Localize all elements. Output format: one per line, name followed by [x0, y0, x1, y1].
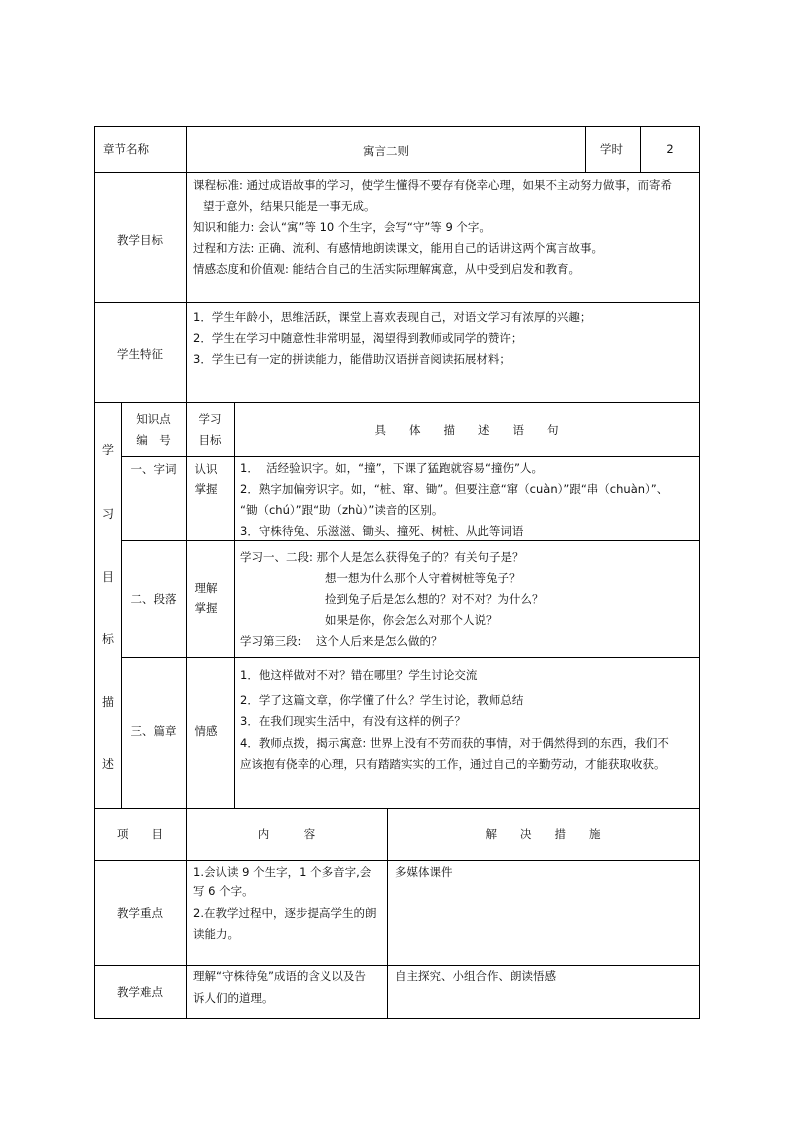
goals-line: 望于意外，结果只能是一事无成。: [203, 199, 376, 213]
description-line: 学习第三段: 这个人后来是怎么做的？: [240, 634, 443, 648]
description-line: 3．在我们现实生活中，有没有这样的例子？: [240, 714, 466, 728]
learning-goal: 理解: [194, 581, 218, 595]
chapter-label: 章节名称: [103, 142, 149, 156]
students-line: 3．学生已有一定的拼读能力，能借助汉语拼音阅读拓展材料；: [193, 352, 511, 366]
knowledge-point: 一、字词: [130, 462, 177, 476]
description-line: 2．学了这篇文章，你学懂了什么？学生讨论，教师总结: [240, 693, 524, 707]
description-line: 应该抱有侥幸的心理，只有踏踏实实的工作，通过自己的辛勤劳动，才能获取收获。: [240, 757, 666, 771]
key-points-label: 教学重点: [117, 906, 163, 920]
item-header: 项 目: [117, 827, 163, 841]
row-divider: [94, 302, 700, 303]
side-label-char: 标: [101, 632, 114, 646]
description-line: “锄（chú）”跟“助（zhù）”读音的区别。: [240, 503, 444, 517]
description-line: 捡到兔子后是怎么想的？对不对？为什么？: [325, 592, 544, 606]
goals-line: 过程和方法: 正确、流利、有感情地朗读课文，能用自己的话讲这两个寓言故事。: [193, 241, 604, 255]
difficulty-line: 诉人们的道理。: [193, 991, 274, 1005]
side-label-char: 述: [101, 757, 114, 771]
description-line: 1．他这样做对不对？错在哪里？学生讨论交流: [240, 668, 478, 682]
difficulty-label: 教学难点: [117, 985, 163, 999]
knowledge-header: 编 号: [136, 433, 171, 447]
hours-label: 学时: [600, 142, 623, 156]
row-divider: [94, 402, 700, 403]
goals-line: 课程标准: 通过成语故事的学习，使学生懂得不要存有侥幸心理，如果不主动努力做事，而寄希: [193, 178, 673, 192]
row-divider: [94, 172, 700, 173]
key-points-line: 读能力。: [193, 927, 239, 941]
hours-value: 2: [666, 142, 674, 156]
learning-goal: 情感: [194, 724, 218, 738]
learning-goal: 认识: [194, 462, 218, 476]
description-line: 3．守株待兔、乐滋滋、锄头、撞死、树桩、从此等词语: [240, 524, 524, 538]
key-points-solution: 多媒体课件: [395, 865, 453, 879]
row-divider: [94, 808, 700, 809]
students-line: 1．学生年龄小，思维活跃，课堂上喜欢表现自己，对语文学习有浓厚的兴趣；: [193, 310, 592, 324]
table-border-right: [699, 126, 700, 1019]
row-divider: [121, 657, 700, 658]
side-label-char: 习: [101, 507, 114, 521]
description-line: 1． 活经验识字。如，“撞”，下课了猛跑就容易“撞伤”人。: [240, 461, 543, 475]
description-line: 想一想为什么那个人守着树桩等兔子？: [325, 571, 521, 585]
learning-goal: 掌握: [194, 601, 218, 615]
content-header: 内 容: [257, 827, 316, 841]
table-border-top: [94, 126, 700, 127]
table-border-bottom: [94, 1018, 700, 1019]
row-divider: [121, 456, 700, 457]
col-divider: [234, 402, 235, 808]
description-line: 2．熟字加偏旁识字。如，“桩、窜、锄”。但要注意“窜（cuàn）”跟“串（chuàn）”、: [240, 482, 669, 496]
side-label-char: 学: [101, 443, 114, 457]
difficulty-solution: 自主探究、小组合作、朗读悟感: [395, 969, 556, 983]
difficulty-line: 理解“守株待兔”成语的含义以及告: [193, 969, 366, 983]
learning-goal: 掌握: [194, 482, 218, 496]
solution-header: 解 决 措 施: [485, 827, 601, 841]
goals-line: 情感态度和价值观: 能结合自己的生活实际理解寓意，从中受到启发和教育。: [193, 262, 581, 276]
goals-line: 知识和能力: 会认“寓”等 10 个生字，会写“守”等 9 个字。: [193, 220, 491, 234]
key-points-line: 2.在教学过程中，逐步提高学生的朗: [193, 906, 377, 920]
students-label: 学生特征: [117, 347, 163, 361]
key-points-line: 写 6 个字。: [193, 884, 254, 898]
students-line: 2．学生在学习中随意性非常明显，渴望得到教师或同学的赞许；: [193, 331, 523, 345]
chapter-title: 寓言二则: [363, 144, 409, 158]
col-divider: [186, 126, 187, 402]
side-label-char: 目: [101, 570, 114, 584]
description-line: 学习一、二段: 那个人是怎么获得兔子的？有关句子是？: [240, 550, 524, 564]
description-header: 具 体 描 述 语 句: [374, 423, 559, 437]
goal-header: 学习: [198, 412, 222, 426]
knowledge-point: 三、篇章: [130, 724, 177, 738]
side-label-char: 描: [101, 695, 114, 709]
knowledge-header: 知识点: [136, 412, 171, 426]
knowledge-point: 二、段落: [130, 592, 177, 606]
goals-label: 教学目标: [117, 233, 163, 247]
goal-header: 目标: [198, 433, 222, 447]
row-divider: [94, 860, 700, 861]
description-line: 如果是你，你会怎么对那个人说？: [325, 613, 498, 627]
col-divider: [585, 126, 586, 172]
key-points-line: 1.会认读 9 个生字，1 个多音字,会: [193, 865, 372, 879]
description-line: 4．教师点拨，揭示寓意: 世界上没有不劳而获的事情，对于偶然得到的东西，我们不: [240, 736, 669, 750]
